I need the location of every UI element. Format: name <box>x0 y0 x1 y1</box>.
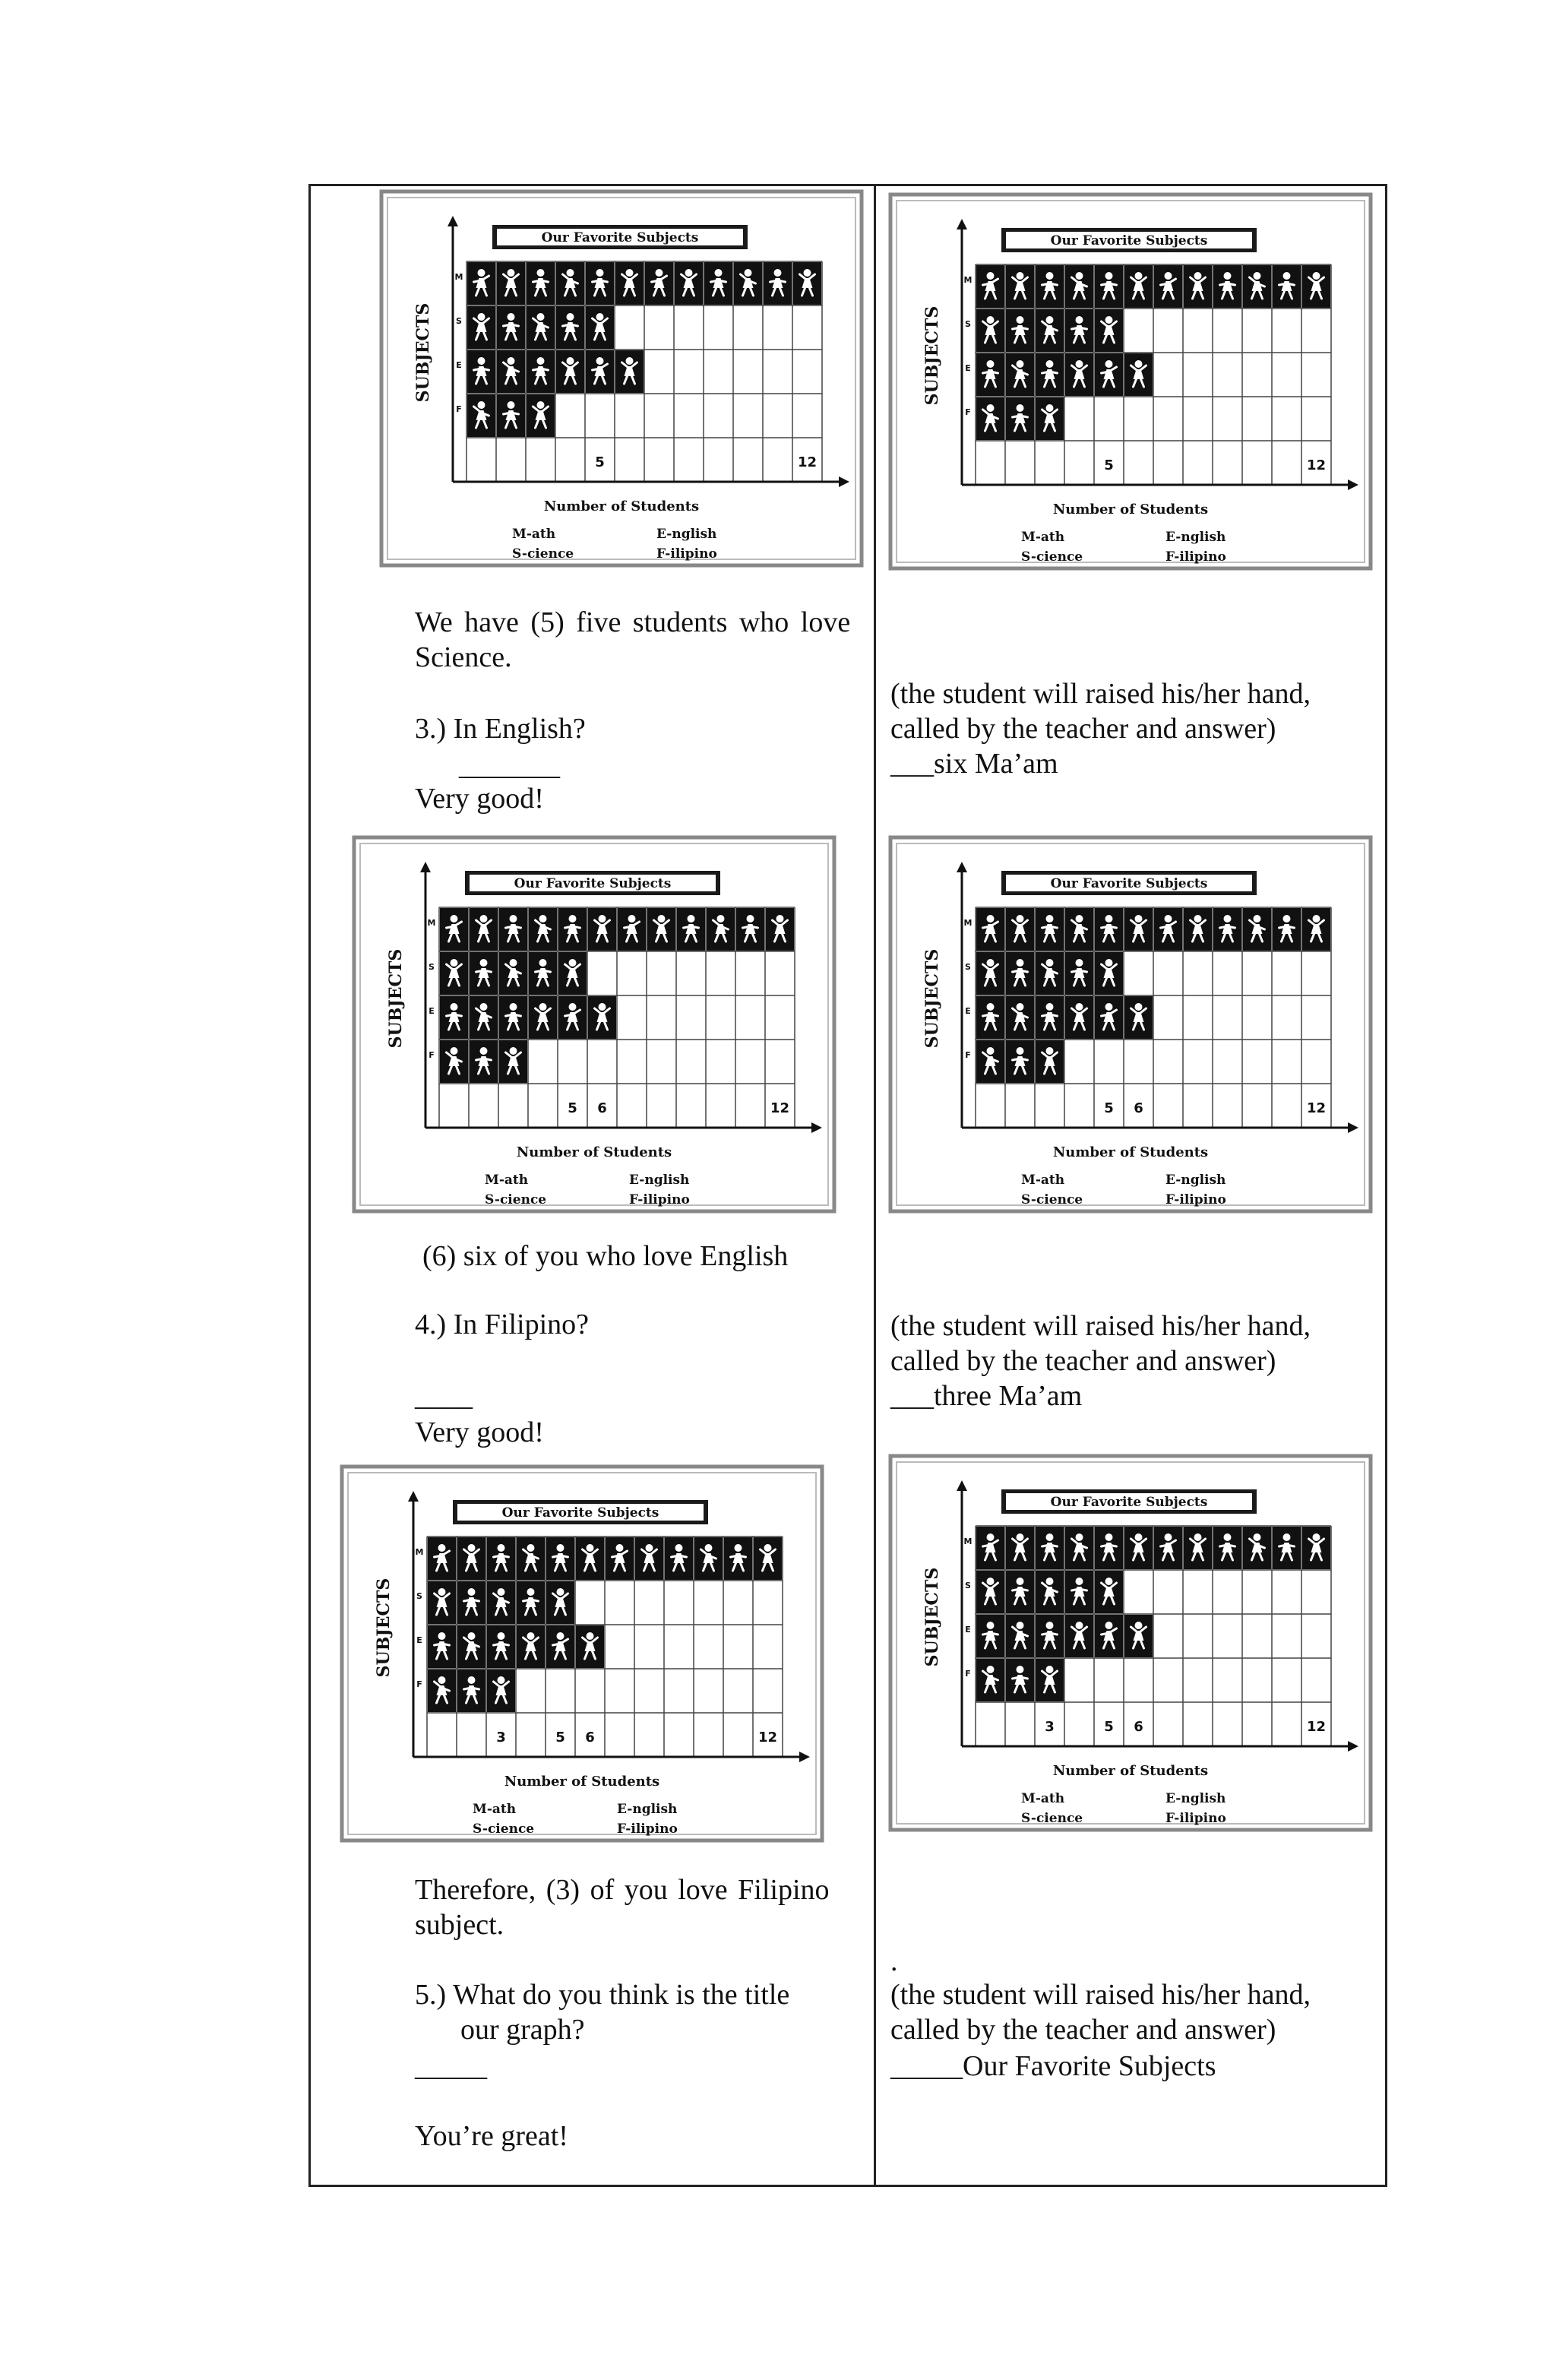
tick-label-5: 5 <box>1104 457 1114 473</box>
tick-label-12: 12 <box>1306 457 1327 473</box>
pictograph-chart-6 <box>887 1453 1374 1833</box>
student-answer-3: _____Our Favorite Subjects <box>890 2050 1216 2082</box>
row-label-m: M <box>963 275 972 285</box>
row-label-m: M <box>427 918 436 928</box>
pictograph-chart-3 <box>351 834 837 1214</box>
legend-filipino: F-ilipino <box>1165 549 1226 565</box>
column-divider <box>874 184 876 2187</box>
row-label-m: M <box>963 918 972 928</box>
row-label-f: F <box>965 1669 971 1679</box>
row-label-e: E <box>965 363 971 373</box>
tick-label-5: 5 <box>555 1730 565 1745</box>
tick-label-6: 6 <box>585 1730 595 1745</box>
left-text-3: Therefore, (3) of you love Filipino <box>415 1874 830 1906</box>
row-label-m: M <box>963 1537 972 1546</box>
legend-filipino: F-ilipino <box>1165 1192 1226 1207</box>
legend-filipino: F-ilipino <box>617 1821 678 1837</box>
pictograph-chart-5 <box>339 1464 825 1844</box>
chart-title: Our Favorite Subjects <box>1050 1495 1208 1510</box>
student-response-1a: (the student will raised his/her hand, <box>890 678 1311 710</box>
legend-english: E-nglish <box>629 1173 690 1188</box>
left-text-2: (6) six of you who love English <box>422 1240 789 1272</box>
legend-filipino: F-ilipino <box>656 546 717 562</box>
x-axis-label: Number of Students <box>1052 1763 1209 1779</box>
chart-title: Our Favorite Subjects <box>1050 876 1208 891</box>
tick-label-12: 12 <box>797 454 818 470</box>
legend-science: S-cience <box>1021 549 1083 565</box>
tick-label-6: 6 <box>1134 1719 1143 1735</box>
praise-3: You’re great! <box>415 2120 568 2152</box>
chart-title: Our Favorite Subjects <box>514 876 672 891</box>
tick-label-5: 5 <box>1104 1719 1114 1735</box>
row-label-s: S <box>456 316 462 326</box>
question-5: 5.) What do you think is the title <box>415 1979 790 2011</box>
tick-label-5: 5 <box>1104 1100 1114 1116</box>
row-label-f: F <box>456 404 462 414</box>
y-axis-label: SUBJECTS <box>922 305 942 406</box>
y-axis-label: SUBJECTS <box>922 948 942 1049</box>
chart-title: Our Favorite Subjects <box>541 230 699 245</box>
row-label-f: F <box>429 1050 435 1060</box>
legend-science: S-cience <box>512 546 574 562</box>
legend-filipino: F-ilipino <box>629 1192 690 1207</box>
chart-title: Our Favorite Subjects <box>1050 233 1208 248</box>
tick-label-6: 6 <box>597 1100 607 1116</box>
legend-english: E-nglish <box>1165 1173 1226 1188</box>
tick-label-5: 5 <box>568 1100 577 1116</box>
legend-science: S-cience <box>473 1821 535 1837</box>
student-answer-1: ___six Ma’am <box>890 748 1058 780</box>
left-text-3b: subject. <box>415 1909 504 1941</box>
legend-english: E-nglish <box>1165 530 1226 545</box>
student-response-1b: called by the teacher and answer) <box>890 713 1276 745</box>
x-axis-label: Number of Students <box>1052 502 1209 517</box>
x-axis-label: Number of Students <box>504 1774 660 1790</box>
legend-math: M-ath <box>1021 1173 1065 1188</box>
row-label-e: E <box>965 1625 971 1635</box>
row-label-s: S <box>429 962 435 972</box>
tick-label-5: 5 <box>595 454 605 470</box>
y-axis-label: SUBJECTS <box>922 1567 942 1667</box>
student-response-2a: (the student will raised his/her hand, <box>890 1310 1311 1342</box>
y-axis-label: SUBJECTS <box>386 948 406 1049</box>
y-axis-label: SUBJECTS <box>413 302 433 403</box>
x-axis-label: Number of Students <box>516 1144 672 1160</box>
student-response-3a: (the student will raised his/her hand, <box>890 1979 1311 2011</box>
legend-math: M-ath <box>1021 1791 1065 1806</box>
row-label-m: M <box>415 1547 424 1557</box>
left-text-1: We have (5) five students who love <box>415 606 851 638</box>
question-4: 4.) In Filipino? <box>415 1309 590 1340</box>
pictograph-chart-4 <box>887 834 1374 1214</box>
tick-label-6: 6 <box>1134 1100 1143 1116</box>
praise-2: Very good! <box>415 1416 544 1448</box>
row-label-s: S <box>965 962 971 972</box>
legend-english: E-nglish <box>617 1802 678 1817</box>
answer-blank-c: _____ <box>415 2050 487 2082</box>
legend-math: M-ath <box>512 527 556 542</box>
stray-dot: . <box>890 1945 898 1977</box>
row-label-e: E <box>965 1006 971 1016</box>
question-3: 3.) In English? <box>415 713 586 745</box>
legend-science: S-cience <box>485 1192 547 1207</box>
question-5-cont: our graph? <box>460 2014 585 2046</box>
tick-label-12: 12 <box>1306 1100 1327 1116</box>
legend-science: S-cience <box>1021 1811 1083 1826</box>
row-label-e: E <box>429 1006 435 1016</box>
y-axis-label: SUBJECTS <box>374 1578 394 1678</box>
tick-label-12: 12 <box>1306 1719 1327 1735</box>
student-answer-2: ___three Ma’am <box>890 1380 1083 1412</box>
legend-math: M-ath <box>473 1802 517 1817</box>
pictograph-chart-1 <box>378 188 865 568</box>
praise-1: Very good! <box>415 783 544 815</box>
row-label-f: F <box>965 1050 971 1060</box>
tick-label-12: 12 <box>770 1100 790 1116</box>
student-response-2b: called by the teacher and answer) <box>890 1345 1276 1377</box>
row-label-m: M <box>454 272 463 282</box>
answer-blank-a: _______ <box>459 749 560 781</box>
legend-science: S-cience <box>1021 1192 1083 1207</box>
chart-title: Our Favorite Subjects <box>501 1505 659 1521</box>
tick-label-12: 12 <box>757 1730 778 1745</box>
tick-label-3: 3 <box>1045 1719 1055 1735</box>
row-label-s: S <box>965 1581 971 1590</box>
row-label-s: S <box>965 319 971 329</box>
legend-english: E-nglish <box>656 527 717 542</box>
legend-english: E-nglish <box>1165 1791 1226 1806</box>
legend-filipino: F-ilipino <box>1165 1811 1226 1826</box>
legend-math: M-ath <box>1021 530 1065 545</box>
student-response-3b: called by the teacher and answer) <box>890 2014 1276 2046</box>
legend-math: M-ath <box>485 1173 529 1188</box>
row-label-f: F <box>965 407 971 417</box>
left-text-1b: Science. <box>415 641 512 673</box>
x-axis-label: Number of Students <box>543 498 700 514</box>
answer-blank-b: ____ <box>415 1380 473 1412</box>
row-label-f: F <box>416 1679 422 1689</box>
row-label-s: S <box>416 1591 422 1601</box>
row-label-e: E <box>456 360 462 370</box>
tick-label-3: 3 <box>496 1730 506 1745</box>
pictograph-chart-2 <box>887 191 1374 571</box>
x-axis-label: Number of Students <box>1052 1144 1209 1160</box>
row-label-e: E <box>416 1635 422 1645</box>
